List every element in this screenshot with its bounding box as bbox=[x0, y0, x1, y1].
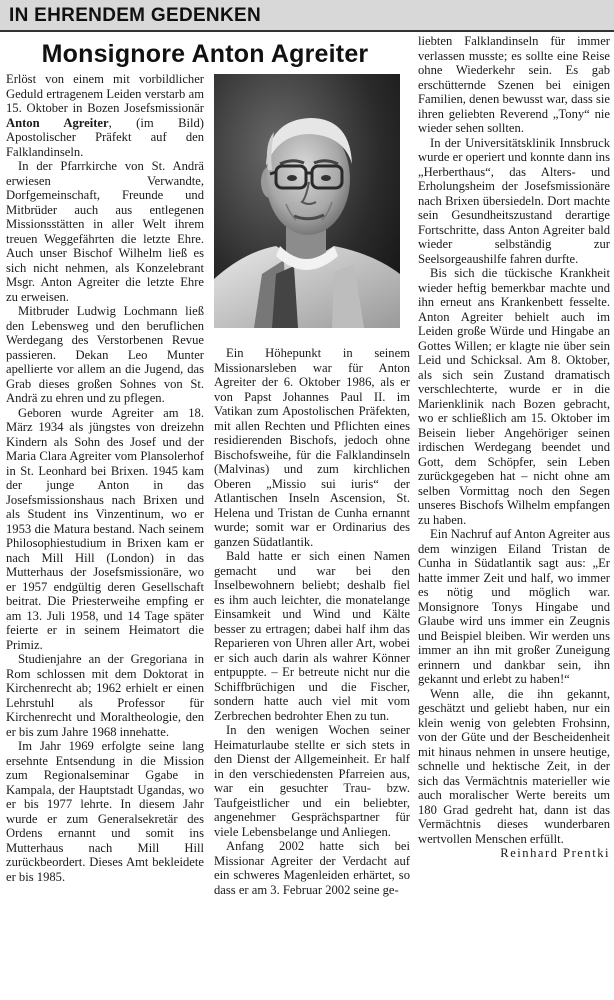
article-column-2 bbox=[214, 346, 410, 897]
paragraph: In der Universitätsklinik Innsbruck wurde er operiert und konnte dann ins „Herberthaus“, das Alters- und Erholungsheim der Josefsmissionäre nach Brixen übersiedeln. Dort machte sein Gesundheitszustand derartige Fortschritte, dass Anton Agreiter bald wieder selbständig zur Seelsorgeaushilfe fahren durfte. bbox=[418, 135, 610, 266]
paragraph: Im Jahr 1969 erfolgte seine lang ersehnte Entsendung in die Mission zum Regionalseminar Ggabe in Kampala, der Hauptstadt Ugandas, wo er bis 1977 lehrte. In diesem Jahr wurde er zum Generalsekretär des Ordens ernannt und somit ins Mutterhaus nach Mill Hill zurückbeordert. Dieses Amt bekleidete er bis 1985. bbox=[6, 739, 204, 884]
article-column-3 bbox=[418, 34, 610, 861]
article-column-1 bbox=[6, 72, 204, 884]
paragraph: Ein Höhepunkt in seinem Missionarsleben war für Anton Agreiter der 6. Oktober 1986, als er von Papst Johannes Paul II. im Vatikan zum Apostolischen Präfekten, mit allen Rechten und Pflichten eines residierenden Bischofs, jedoch ohne Bischofsweihe, für die Falklandinseln (Malvinas) und zum kirchlichen Oberen „Missio sui iuris“ der Atlantischen Inseln Ascension, St. Helena und Tristan de Cunha ernannt wurde; somit war er Ordinarius des ganzen Südatlantik. bbox=[214, 346, 410, 549]
paragraph: Bald hatte er sich einen Namen gemacht und war bei den Inselbewohnern beliebt; deshalb fiel es ihm auch leichter, die monatelange Einsamkeit und Wind und Kälte besser zu ertragen; dabei half ihm das Reparieren von Uhren aller Art, wobei er sich auch darin als wahrer Könner entpuppte. – Er betreute nicht nur die Schiffbrüchigen und die Fischer, sondern hatte auch viel mit vom Zerbrechen bedrohter Ehen zu tun. bbox=[214, 549, 410, 723]
portrait-photo bbox=[214, 74, 400, 328]
paragraph: Erlöst von einem mit vorbildlicher Geduld ertragenem Leiden verstarb am 15. Oktober in Bozen Josefsmissionär Anton Agreiter, (im Bild) Apostolischer Präfekt auf den Falklandinseln. bbox=[6, 72, 205, 159]
section-header bbox=[0, 0, 614, 30]
article-title: Monsignore Anton Agreiter bbox=[41, 40, 369, 68]
paragraph: Wenn alle, die ihn gekannt, geschätzt und geliebt haben, nur ein klein wenig von gelebten Frohsinn, von der Güte und der Bescheidenheit mit hinaus nehmen in unsere heutige, schnelle und hektische Zeit, in der sich das Vermächtnis materieller wie auch moralischer Werte bereits um 180 Grad gedreht hat, dann ist das Vermächtnis dieses wunderbaren wertvollen Menschen erfüllt. bbox=[418, 686, 610, 846]
paragraph: In den wenigen Wochen seiner Heimaturlaube stellte er sich stets in den Dienst der Allgemeinheit. Er half in den verschiedensten Pfarreien aus, war ein gesuchter Trau- bzw. Taufgeistlicher und ein beliebter, angenehmer Gesprächspartner für viele Lebensbelange und Anliegen. bbox=[214, 723, 410, 839]
paragraph: Ein Nachruf auf Anton Agreiter aus dem winzigen Eiland Tristan de Cunha in Südatlantik sagt aus: „Er hatte immer Zeit und half, wo immer es nötig und möglich war. Monsignore Tonys Hingabe und Glaube wird uns immer ein Zeugnis und Beispiel bleiben. Wir werden uns immer an ihn mit großer Zuneigung erinnern und dankbar sein, ihn gekannt und erlebt zu haben!“ bbox=[418, 527, 610, 686]
paragraph: liebten Falklandinseln für immer verlassen musste; es sollte eine Reise ohne Wiederkehr sein. Es gab erschütternde Szenen bei einigen Familien, denen bewusst war, dass sie ihren geliebten Reverend „Tony“ nie wieder sehen sollten. bbox=[418, 34, 610, 135]
paragraph: Anfang 2002 hatte sich bei Missionar Agreiter der Verdacht auf ein schweres Magenleiden erhärtet, so dass er am 3. Februar 2002 seine ge- bbox=[214, 839, 410, 897]
section-header-label: IN EHRENDEM GEDENKEN bbox=[9, 5, 261, 26]
author-name: Reinhard Prentki bbox=[500, 846, 610, 860]
paragraph: Mitbruder Ludwig Lochmann ließ den Lebensweg und den beruflichen Werdegang des Verstorbenen Revue passieren. Dekan Leo Munter apellierte vor allem an die Jugend, das Grab dieses großen Sohnes von St. Andrä zu ehren und zu pflegen. bbox=[6, 304, 204, 405]
paragraph: Geboren wurde Agreiter am 18. März 1934 als jüngstes von dreizehn Kindern als Sohn des Josef und der Maria Clara Agreiter vom Plansolerhof in St. Leonhard bei Brixen. 1945 kam der junge Anton in das Josefsmissionshaus nach Brixen und als Student ins Vinzentinum, wo er 1953 die Matura bestand. Nach seinem Philosophiestudium in Brixen kam er nach Mill Hill (London) in das Mutterhaus der Josefsmissionäre, wo er 1957 endgültig deren Gesellschaft beitrat. Die Priesterweihe empfing er am 13. Juli 1958, und 14 Tage später feierte er in seinem Heimatort die Primiz. bbox=[6, 405, 204, 652]
author-signature bbox=[418, 846, 610, 861]
paragraph: In der Pfarrkirche von St. Andrä erwiesen Verwandte, Dorfgemeinschaft, Freunde und Mitbrüder auch aus entlegenen Missionsstätten in aller Welt ihrem treuen Weggefährten die letzte Ehre. Auch unser Bischof Wilhelm ließ es sich nicht nehmen, als Konzelebrant Msgr. Anton Agreiter die letzte Ehre zu erweisen. bbox=[6, 159, 204, 304]
header-rule bbox=[0, 30, 614, 32]
paragraph: Bis sich die tückische Krankheit wieder heftig bemerkbar machte und ihn erneut ans Krankenbett fesselte. Anton Agreiter behielt auch im Leiden große Würde und Hingabe an Gottes Willen; er klagte nie über sein Leid und Schicksal. Am 8. Oktober, als sich sein Zustand dramatisch verschlechterte, wurde er in die Marienklinik nach Bozen gebracht, wo er schließlich am 15. Oktober im Beisein lieber Angehöriger seinen irdischen Werdegang beendet und Gott, dem Schöpfer, sein Leben zurückgegeben hat – nicht ohne am selben Vormittag noch den Segen unseres Bischofs Wilhelm empfangen zu haben. bbox=[418, 266, 610, 527]
paragraph: Studienjahre an der Gregoriana in Rom schlossen mit dem Doktorat in Kirchenrecht ab; 1962 erhielt er einen Lehrstuhl als Professor für Kirchenrecht und Moraltheologie, den er bis zum Jahre 1968 innehatte. bbox=[6, 652, 204, 739]
